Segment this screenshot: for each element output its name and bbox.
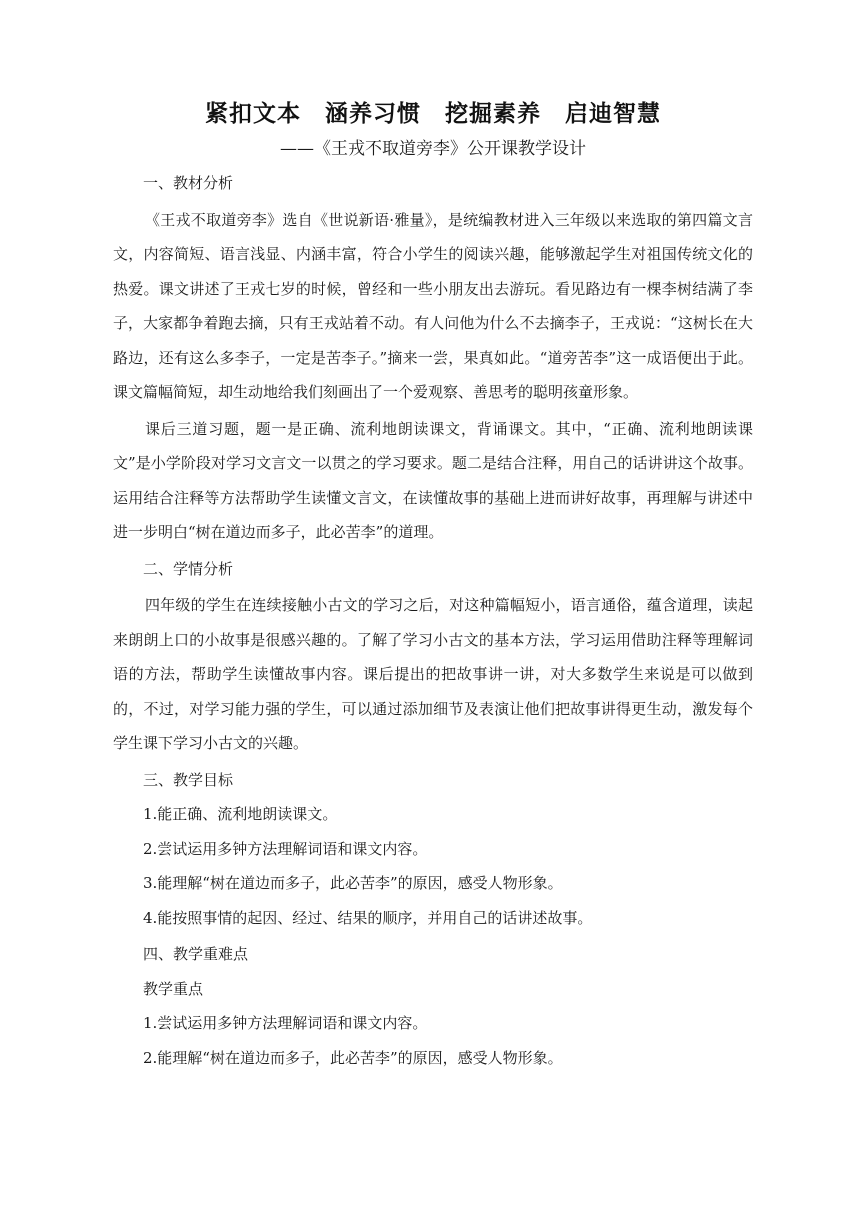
section-heading-teaching-goals: 三、教学目标 — [143, 770, 234, 789]
paragraph: 《王戎不取道旁李》选自《世说新语·雅量》，是统编教材进入三年级以来选取的第四篇文言文，内容简短、语言浅显、内涵丰富，符合小学生的阅读兴趣，能够激起学生对祖国传统文化的热爱。课文讲述了王戎七岁的时候，曾经和一些小朋友出去游玩。看见路边有一棵李树结满了李子，大家都争着跑去摘，只有王戎站着不动。有人问他为什么不去摘李子，王戎说：“这树长在大路边，还有这么多李子，一定是苦李子。”摘来一尝，果真如此。“道旁苦李”这一成语便出于此。课文篇幅简短，却生动地给我们刻画出了一个爱观察、善思考的聪明孩童形象。 — [113, 210, 753, 401]
list-item: 3.能理解“树在道边而多子，此必苦李”的原因，感受人物形象。 — [143, 874, 563, 892]
list-item: 1.能正确、流利地朗读课文。 — [143, 805, 338, 823]
paragraph: 课后三道习题，题一是正确、流利地朗读课文，背诵课文。其中，“正确、流利地朗读课文”是小学阶段对学习文言文一以贯之的学习要求。题二是结合注释，用自己的话讲讲这个故事。运用结合注释等方法帮助学生读懂文言文，在读懂故事的基础上进而讲好故事，再理解与讲述中进一步明白“树在道边而多子，此必苦李”的道理。 — [113, 419, 753, 541]
section-heading-student-analysis: 二、学情分析 — [143, 559, 234, 578]
document-title: 紧扣文本 涵养习惯 挖掘素养 启迪智慧 — [205, 100, 661, 127]
subheading-key-points: 教学重点 — [143, 979, 204, 998]
document-subtitle: ——《王戎不取道旁李》公开课教学设计 — [280, 139, 586, 159]
section-heading-key-difficulties: 四、教学重难点 — [143, 945, 249, 963]
list-item: 1.尝试运用多钟方法理解词语和课文内容。 — [143, 1014, 428, 1032]
document-page — [113, 96, 753, 1075]
section-heading-textbook-analysis: 一、教材分析 — [143, 174, 234, 192]
paragraph: 四年级的学生在连续接触小古文的学习之后，对这种篇幅短小，语言通俗，蕴含道理，读起来朗朗上口的小故事是很感兴趣的。了解了学习小古文的基本方法，学习运用借助注释等理解词语的方法，帮助学生读懂故事内容。课后提出的把故事讲一讲，对大多数学生来说是可以做到的，不过，对学习能力强的学生，可以通过添加细节及表演让他们把故事讲得更生动，激发每个学生课下学习小古文的兴趣。 — [113, 596, 753, 752]
list-item: 2.尝试运用多钟方法理解词语和课文内容。 — [143, 839, 428, 858]
list-item: 4.能按照事情的起因、经过、结果的顺序，并用自己的话讲述故事。 — [143, 908, 593, 927]
list-item: 2.能理解“树在道边而多子，此必苦李”的原因，感受人物形象。 — [143, 1048, 563, 1067]
